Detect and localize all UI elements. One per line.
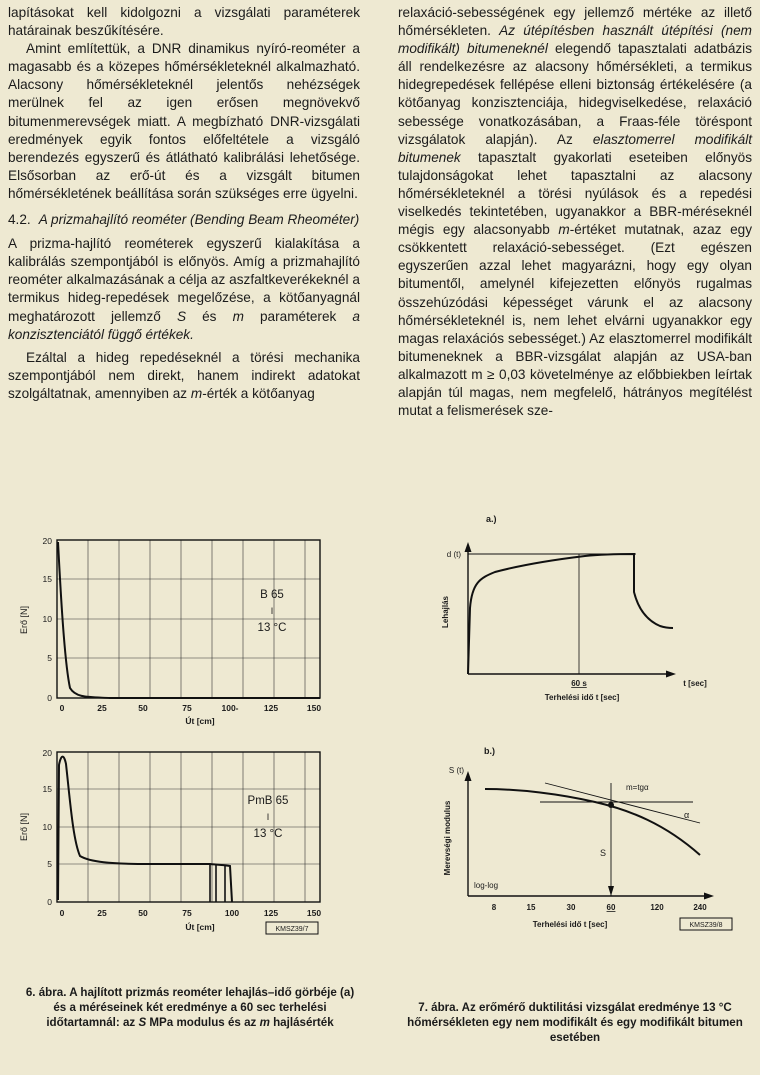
figure7-b-point <box>608 802 614 808</box>
figure6-bottom-chart <box>0 740 340 945</box>
p4-text-a: Ezáltal a hideg repedéseknél a törési mechanika szempontjából nem direkt, hanem indirekt adatokat szolgáltatnak, amennyiben az <box>8 349 360 401</box>
figure6-bottom-xlabel: Út [cm] <box>185 922 215 932</box>
right-text-column <box>398 4 752 420</box>
figure6-top-ytick: 20 <box>42 536 52 546</box>
right-italic-1: Az útépítésben használt útépítési (nem modifikált) bitumeneknél <box>398 23 752 57</box>
figure6-top-ytick: 5 <box>47 653 52 663</box>
figure7-b-y-marker: S (t) <box>448 766 464 775</box>
left-paragraph-2: Amint említettük, a DNR dinamikus nyíró-reométer a magasabb és a közepes hőmérsékleteknél alkalmazható. Alacsony hőmérsékleteknél jelentős nehézségek merülnek fel az igen erősen megnövekvő bitumenmerevségek miatt. A megbízható DNR-vizsgálati eredmények egyik fontos előfeltétele a vizsgáló berendezés egyszerű és átlátható kalibrálási lehetősége. Elsősorban az erő-út és a vizsgált bitumen hőmérsékletének beállítása során szükséges erre ügyelni. <box>8 41 360 201</box>
figure6-top-curve <box>58 542 320 698</box>
figure6-caption <box>20 985 360 1030</box>
figure7-a-y-arrow <box>465 542 472 552</box>
figure7-a-y-marker: d (t) <box>446 550 461 559</box>
figure6-caption-s: S <box>138 1016 147 1029</box>
left-text-column <box>8 4 360 403</box>
right-text-4: -értéket mutatnak, azaz egy csökkentett relaxáció-sebességet. (Ezt egészen egyszerűen azzal lehet magyarázni, hogy egy olyan bitumentől, amelynél kifejezetten előnyös rugalmas összehúzódási képességet várunk el az alacsony hőmérsékleteknél is, nem lehet elvárni ugyanakkor egy magas relaxációs sebességet.) Az elasztomerrel modifikált bitumeneknek a BBR-vizsgálat alapján az USA-ban alkalmazott m ≥ 0,03 követelménye az előbbiekben leírtak alapján túl magas, nem megfelelő, hátrányos megítélést mutat a felismerések sze- <box>398 222 752 419</box>
figure7-chart-b <box>410 738 755 943</box>
figure6-top-ytick: 15 <box>42 574 52 584</box>
figure7-b-panel-label: b.) <box>484 746 495 756</box>
p3-text-a: A prizma-hajlító reométerek egyszerű kialakítása a kalibrálás szempontjából is előnyös. Amíg a prizmahajlító reométer alkalmazásának a célja az aszfaltkeverékeknél a termikus hideg-repedések megelőzése, a kötőanyagnál meghatározott jellemző <box>8 236 360 324</box>
figure6-top-sample-name: B 65 <box>260 589 284 601</box>
figure6-bottom-ytick: 0 <box>47 897 52 907</box>
figure7-a-curve <box>468 554 673 674</box>
right-paragraph <box>398 4 752 420</box>
p3-text-c: paraméterek <box>243 308 353 324</box>
figure7-b-y-arrow <box>465 771 472 781</box>
figure6-bottom-ytick: 20 <box>42 748 52 758</box>
p3-italic-phrase: a konzisztenciától függő értékek. <box>8 308 360 342</box>
figure6-top-xtick: 150 <box>306 703 322 713</box>
figure7-b-xtick: 8 <box>491 903 497 912</box>
figure6-bottom-ytick: 15 <box>42 784 52 794</box>
p3-text-b: és <box>186 308 233 324</box>
figure6-bottom-xtick: 125 <box>263 908 279 918</box>
figure6-bottom-temperature: 13 °C <box>253 828 283 840</box>
figure6-caption-a: 6. ábra. A hajlított prizmás reométer lehajlás–idő görbéje (a) és a méréseinek két eredménye a 60 sec terhelési időtartamnál: az <box>25 986 355 1029</box>
figure7-b-xlabel: Terhelési idő t [sec] <box>532 920 608 929</box>
left-paragraph-1: lapításokat kell kidolgozni a vizsgálati paraméterek határainak beszűkítésére. <box>8 5 360 39</box>
figure6-top-xtick: 25 <box>97 703 107 713</box>
section-number: 4.2. <box>8 212 31 228</box>
figure6-top-xtick: 50 <box>138 703 148 713</box>
figure6-bottom-ytick: 5 <box>47 859 52 869</box>
figure7-b-slope-label: m=tgα <box>626 783 649 792</box>
p3-symbol-s: S <box>176 308 187 324</box>
right-text-2: elegendő tapasztalati adatbázis áll rendelkezésre az alacsony hőmérsékleti, a termikus hidegrepedések fellépése elleni biztonság értékelésére (a kötőanyag konzisztenciája, hidegviselkedése, relaxáció sebessége vonatkozásában, a Fraas-féle töréspont vizsgálatok alapján). Az <box>398 41 752 147</box>
figure6-top-ylabel: Erő [N] <box>19 605 29 635</box>
figure6-bottom-grid <box>57 752 320 902</box>
figure6-top-chart <box>0 520 340 740</box>
figure6-caption-m: m <box>259 1016 270 1029</box>
figure7-chart-a <box>410 508 755 713</box>
figure6-bottom-xtick: 75 <box>182 908 192 918</box>
figure6-bottom-xtick: 0 <box>59 908 65 918</box>
figure6-bottom-xtick: 150 <box>306 908 322 918</box>
figure6-bottom-xtick: 100 <box>224 908 240 918</box>
figure6-bottom-sample-name: PmB 65 <box>247 795 289 807</box>
right-text-1: relaxáció-sebességének egy jellemző mértéke az illető hőmérsékleten. <box>398 5 752 39</box>
figure7-a-60s-label: 60 s <box>571 679 587 688</box>
figure6-top-xtick: 100- <box>221 703 239 713</box>
figure6-top-xlabel: Út [cm] <box>185 716 215 726</box>
p3-symbol-m: m <box>232 308 244 324</box>
right-text-3: tapasztalt gyakorlati eseteiben előnyös tulajdonságokat lehet tapasztalni az alacsony hőmérsékleteknél a törési nyúlások és a repedési viselkedés tekintetében, ugyanakkor a BBR-méréseknél mégis egy alacsonyabb <box>398 149 752 238</box>
figure7-a-x-arrow <box>666 671 676 678</box>
figure7-a-panel-label: a.) <box>486 514 497 524</box>
figure7-a-x-end: t [sec] <box>683 679 707 688</box>
figure7-b-s-label: S <box>600 848 607 858</box>
right-italic-2: elasztomerrel modifikált bitumenek <box>398 131 752 165</box>
figure7-b-curve <box>485 789 700 855</box>
figure6-bottom-xtick: 25 <box>97 908 107 918</box>
figure7-b-xtick: 30 <box>566 903 576 912</box>
figure7-b-ylabel: Merevségi modulus <box>443 800 452 876</box>
figure7-a-xlabel: Terhelési idő t [sec] <box>544 693 620 702</box>
figure7-b-s-arrow-down <box>608 886 614 896</box>
figure6-bottom-curve <box>58 757 232 902</box>
figure6-bottom-xtick: 50 <box>138 908 148 918</box>
figure6-top-temperature: 13 °C <box>257 622 287 634</box>
figure7-b-xtick: 15 <box>526 903 536 912</box>
figure6-top-sample-sep: I <box>270 606 274 616</box>
figure7-stamp: KMSZ39/8 <box>689 922 723 929</box>
figure7-b-alpha-label: α <box>684 810 690 820</box>
figure6-top-xtick: 0 <box>59 703 65 713</box>
figure6-top-grid <box>57 540 320 698</box>
figure7-a-ylabel: Lehajlás <box>441 595 450 629</box>
figure7-b-xtick: 60 <box>606 903 616 912</box>
right-italic-m: m <box>558 222 570 238</box>
figure6-bottom-ytick: 10 <box>42 822 52 832</box>
figure7-caption: 7. ábra. Az erőmérő duktilitási vizsgálat eredménye 13 °C hőmérsékleten egy nem modifikált és egy modifikált bitumen esetében <box>407 1001 743 1044</box>
p4-symbol-m: m <box>190 385 203 401</box>
figure7-b-xtick: 120 <box>650 903 664 912</box>
figure7-b-x-arrow <box>704 893 714 900</box>
left-paragraph-4 <box>8 349 360 403</box>
figure7-b-scale-label: log-log <box>474 881 499 890</box>
p4-text-b: -érték a kötőanyag <box>202 385 315 401</box>
section-heading <box>8 211 360 229</box>
figure6-top-xtick: 75 <box>182 703 192 713</box>
figure6-bottom-sample-sep: I <box>266 812 270 822</box>
left-paragraph-3 <box>8 235 360 344</box>
figure6-bottom-ylabel: Erő [N] <box>19 812 29 842</box>
figure7-b-tangent <box>545 783 700 823</box>
figure7-b-xtick: 240 <box>693 903 707 912</box>
figure6-caption-c: hajlásérték <box>269 1016 334 1029</box>
figure6-top-ytick: 10 <box>42 614 52 624</box>
figure6-top-xtick: 125 <box>263 703 279 713</box>
section-title: A prizmahajlító reométer (Bending Beam Rheométer) <box>38 212 360 228</box>
figure6-stamp: KMSZ39/7 <box>275 926 309 933</box>
figure6-caption-b: MPa modulus és az <box>146 1016 260 1029</box>
figure6-top-ytick: 0 <box>47 693 52 703</box>
